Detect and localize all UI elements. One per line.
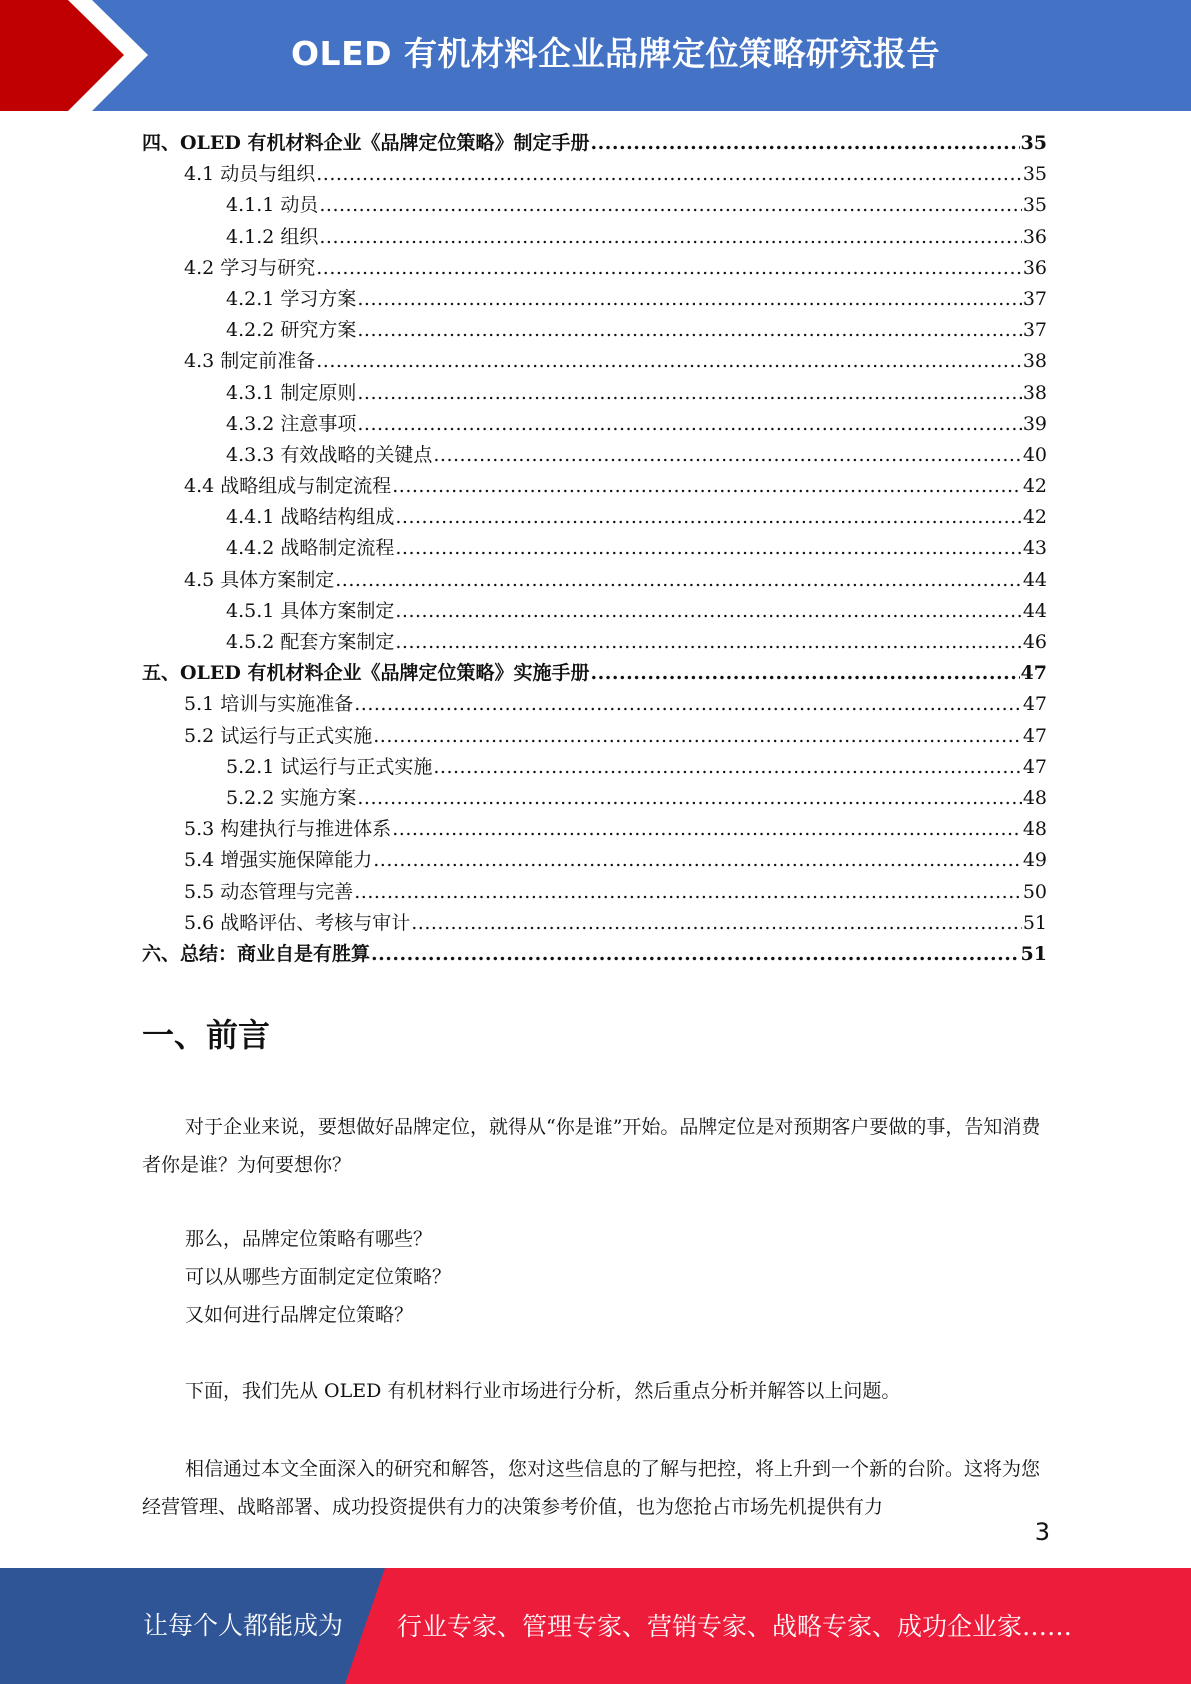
header-banner — [0, 0, 1191, 111]
toc-entry-page: 42 — [1022, 506, 1047, 529]
toc-entry[interactable] — [142, 721, 1047, 752]
toc-entry-label: 4.1.2 组织 — [226, 225, 319, 248]
toc-dot-leader — [392, 475, 1022, 497]
toc-entry[interactable] — [142, 346, 1047, 377]
toc-entry-label: 4.3.1 制定原则 — [226, 381, 357, 404]
toc-entry-page: 38 — [1022, 381, 1047, 404]
toc-entry-label: 5.2.2 实施方案 — [226, 786, 357, 809]
toc-dot-leader — [395, 506, 1021, 528]
paragraph-intro: 对于企业来说，要想做好品牌定位，就得从“你是谁”开始。品牌定位是对预期客户要做的事，告知消费者你是谁？为何要想你？ — [142, 1116, 1041, 1176]
paragraph-conclusion: 相信通过本文全面深入的研究和解答，您对这些信息的了解与把控，将上升到一个新的台阶。这将为您经营管理、战略部署、成功投资提供有力的决策参考价值，也为您抢占市场先机提供有力 — [142, 1458, 1041, 1518]
toc-dot-leader — [373, 725, 1022, 747]
toc-entry[interactable] — [142, 222, 1047, 253]
toc-entry-page: 39 — [1022, 412, 1047, 435]
toc-dot-leader — [395, 600, 1021, 622]
toc-entry-label: 5.5 动态管理与完善 — [184, 880, 354, 903]
toc-entry[interactable] — [142, 128, 1047, 159]
toc-entry[interactable] — [142, 409, 1047, 440]
toc-entry[interactable] — [142, 440, 1047, 471]
toc-entry-label: 4.3.2 注意事项 — [226, 412, 357, 435]
toc-entry-page: 47 — [1022, 755, 1047, 778]
question-3: 又如何进行品牌定位策略？ — [185, 1304, 414, 1326]
toc-entry-label: 4.2.1 学习方案 — [226, 287, 357, 310]
toc-entry-page: 35 — [1022, 163, 1047, 186]
toc-entry[interactable] — [142, 877, 1047, 908]
toc-dot-leader — [591, 132, 1020, 154]
chevron-arrow-icon — [0, 0, 160, 111]
toc-dot-leader — [316, 163, 1022, 185]
toc-dot-leader — [395, 537, 1021, 559]
toc-entry[interactable] — [142, 315, 1047, 346]
toc-entry-label: 六、总结：商业自是有胜算 — [142, 942, 371, 965]
toc-dot-leader — [433, 444, 1021, 466]
toc-entry[interactable] — [142, 845, 1047, 876]
toc-dot-leader — [357, 787, 1021, 809]
toc-entry-label: 5.4 增强实施保障能力 — [184, 849, 373, 872]
toc-dot-leader — [316, 350, 1022, 372]
toc-dot-leader — [411, 912, 1022, 934]
toc-entry-label: 4.5.1 具体方案制定 — [226, 599, 395, 622]
page-number: 3 — [1034, 1518, 1050, 1546]
toc-entry-page: 37 — [1022, 287, 1047, 310]
toc-dot-leader — [319, 226, 1021, 248]
paragraph-analysis: 下面，我们先从 OLED 有机材料行业市场进行分析，然后重点分析并解答以上问题。 — [185, 1380, 901, 1402]
toc-entry-page: 42 — [1022, 475, 1047, 498]
toc-entry[interactable] — [142, 939, 1047, 970]
toc-entry-label: 四、OLED 有机材料企业《品牌定位策略》制定手册 — [142, 132, 590, 154]
toc-entry-page: 44 — [1022, 568, 1047, 591]
toc-entry-label: 4.3.3 有效战略的关键点 — [226, 443, 433, 466]
toc-entry[interactable] — [142, 471, 1047, 502]
toc-entry[interactable] — [142, 190, 1047, 221]
toc-entry-page: 40 — [1022, 443, 1047, 466]
toc-entry-label: 5.2.1 试运行与正式实施 — [226, 755, 433, 778]
toc-dot-leader — [392, 818, 1022, 840]
toc-entry[interactable] — [142, 783, 1047, 814]
toc-entry-page: 35 — [1022, 194, 1047, 217]
toc-entry-label: 五、OLED 有机材料企业《品牌定位策略》实施手册 — [142, 662, 590, 685]
toc-entry-page: 36 — [1022, 256, 1047, 279]
toc-entry-label: 5.3 构建执行与推进体系 — [184, 818, 392, 841]
toc-entry[interactable] — [142, 689, 1047, 720]
toc-entry[interactable] — [142, 378, 1047, 409]
toc-entry-page: 36 — [1022, 225, 1047, 248]
toc-entry[interactable] — [142, 908, 1047, 939]
toc-entry-label: 4.4.2 战略制定流程 — [226, 537, 395, 560]
toc-dot-leader — [433, 756, 1021, 778]
toc-entry[interactable] — [142, 658, 1047, 689]
question-2: 可以从哪些方面制定定位策略？ — [185, 1266, 452, 1288]
toc-entry-label: 4.4 战略组成与制定流程 — [184, 475, 392, 498]
toc-entry-page: 44 — [1022, 599, 1047, 622]
section-heading: 一、前言 — [142, 1016, 271, 1054]
toc-entry-label: 4.1 动员与组织 — [184, 163, 316, 186]
toc-entry-page: 37 — [1022, 319, 1047, 342]
header-title: OLED 有机材料企业品牌定位策略研究报告 — [290, 34, 940, 73]
footer-banner — [0, 1568, 1191, 1684]
toc-entry-page: 35 — [1020, 132, 1047, 154]
toc-entry[interactable] — [142, 627, 1047, 658]
toc-dot-leader — [354, 693, 1022, 715]
toc-entry[interactable] — [142, 596, 1047, 627]
toc-dot-leader — [371, 943, 1020, 965]
toc-entry-label: 4.1.1 动员 — [226, 194, 319, 217]
toc-entry[interactable] — [142, 814, 1047, 845]
toc-dot-leader — [316, 257, 1022, 279]
toc-entry-page: 47 — [1020, 662, 1047, 685]
toc-entry-page: 47 — [1022, 724, 1047, 747]
toc-entry-label: 4.2.2 研究方案 — [226, 319, 357, 342]
toc-entry[interactable] — [142, 502, 1047, 533]
toc-dot-leader — [354, 881, 1022, 903]
toc-entry-page: 47 — [1022, 693, 1047, 716]
toc-entry-page: 49 — [1022, 849, 1047, 872]
toc-entry[interactable] — [142, 752, 1047, 783]
table-of-contents — [142, 128, 1047, 970]
question-1: 那么，品牌定位策略有哪些？ — [185, 1228, 433, 1250]
toc-entry-page: 38 — [1022, 350, 1047, 373]
toc-entry-label: 4.2 学习与研究 — [184, 256, 316, 279]
toc-entry-page: 51 — [1022, 911, 1047, 934]
toc-entry[interactable] — [142, 533, 1047, 564]
toc-entry-page: 46 — [1022, 631, 1047, 653]
footer-slogan-right: 行业专家、管理专家、营销专家、战略专家、成功企业家…… — [397, 1612, 1073, 1641]
toc-entry[interactable] — [142, 284, 1047, 315]
footer-slogan-left: 让每个人都能成为 — [143, 1611, 344, 1640]
toc-dot-leader — [395, 631, 1021, 653]
toc-entry-page: 50 — [1022, 880, 1047, 903]
toc-entry-label: 4.5 具体方案制定 — [184, 568, 335, 591]
toc-entry-page: 51 — [1020, 942, 1047, 965]
toc-entry-label: 5.1 培训与实施准备 — [184, 693, 354, 716]
toc-dot-leader — [357, 288, 1021, 310]
toc-entry[interactable] — [142, 565, 1047, 596]
toc-dot-leader — [357, 413, 1021, 435]
toc-entry-label: 5.2 试运行与正式实施 — [184, 724, 373, 747]
toc-entry[interactable] — [142, 159, 1047, 190]
toc-entry-label: 5.6 战略评估、考核与审计 — [184, 911, 411, 934]
toc-entry-label: 4.4.1 战略结构组成 — [226, 506, 395, 529]
toc-entry-page: 43 — [1022, 537, 1047, 560]
toc-entry-label: 4.5.2 配套方案制定 — [226, 631, 395, 653]
toc-dot-leader — [357, 319, 1021, 341]
toc-entry-page: 48 — [1022, 818, 1047, 841]
toc-entry[interactable] — [142, 253, 1047, 284]
toc-dot-leader — [373, 849, 1022, 871]
toc-entry-label: 4.3 制定前准备 — [184, 350, 316, 373]
toc-dot-leader — [319, 194, 1021, 216]
toc-dot-leader — [591, 662, 1020, 684]
toc-dot-leader — [357, 382, 1021, 404]
toc-dot-leader — [335, 569, 1022, 591]
toc-entry-page: 48 — [1022, 786, 1047, 809]
